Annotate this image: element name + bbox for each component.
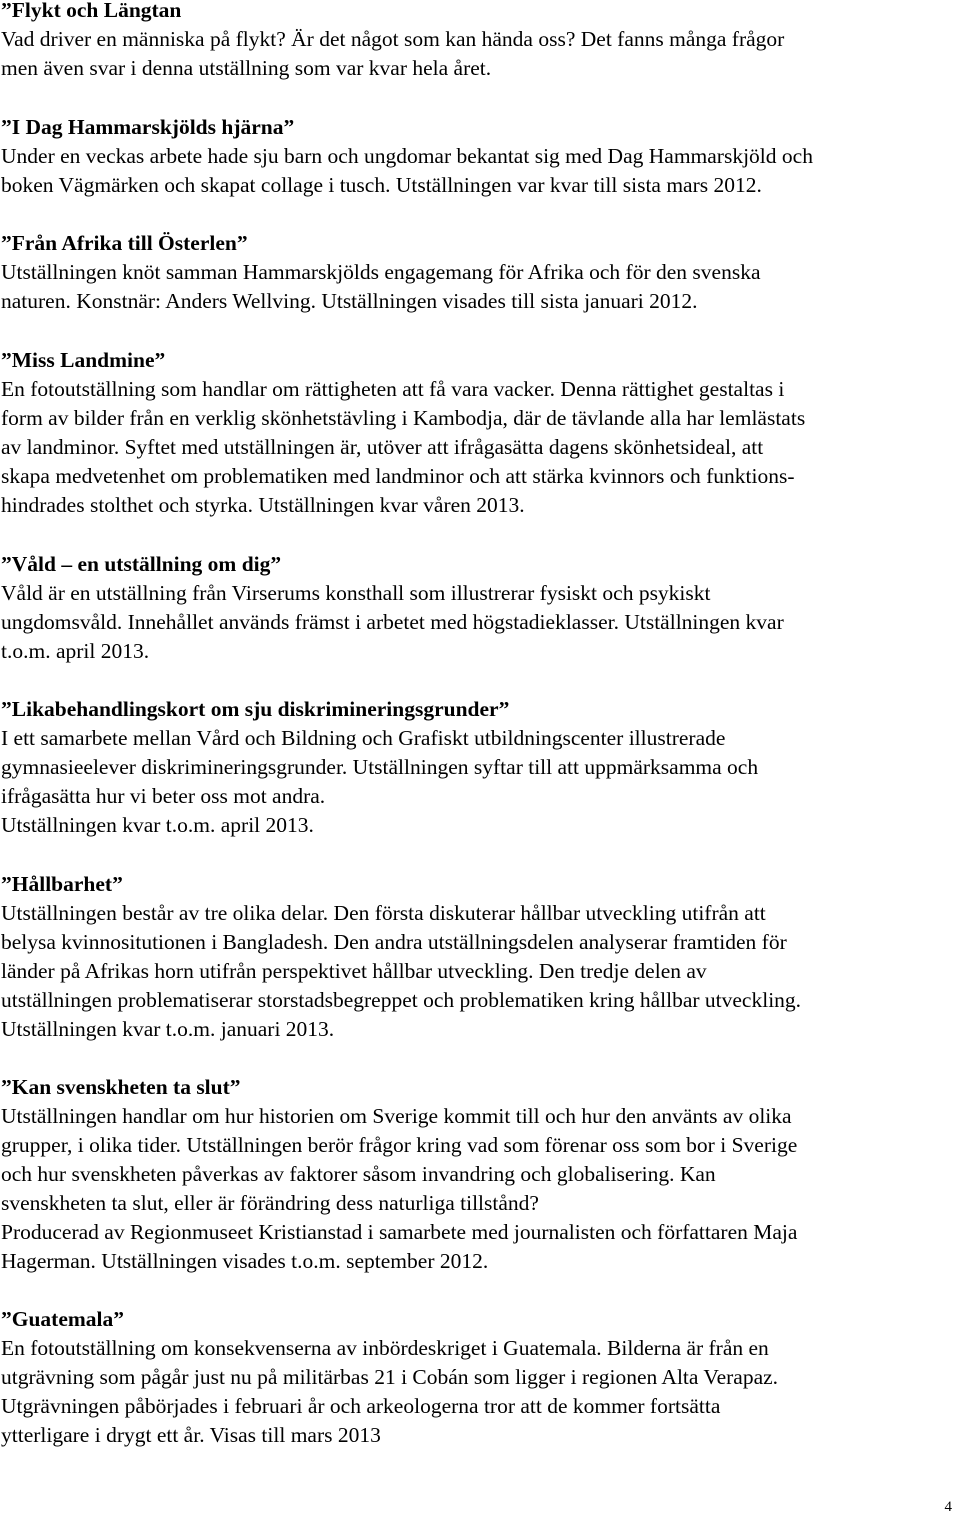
body-line: Under en veckas arbete hade sju barn och ungdomar bekantat sig med Dag Hammarskjöld och	[1, 144, 813, 168]
section-heading: ”Guatemala”	[1, 1307, 125, 1331]
body-line: t.o.m. april 2013.	[1, 639, 150, 663]
section-body	[1, 25, 956, 83]
body-line: utställningen problematiserar storstadsbegreppet och problematiken kring hållbar utveckling.	[1, 988, 802, 1012]
section-heading: ”I Dag Hammarskjölds hjärna”	[1, 115, 295, 139]
body-line: belysa kvinnositutionen i Bangladesh. Den andra utställningsdelen analyserar framtiden för	[1, 930, 787, 954]
body-line: boken Vägmärken och skapat collage i tusch. Utställningen var kvar till sista mars 2012.	[1, 173, 762, 197]
section-guatemala	[1, 1305, 956, 1450]
section-heading: ”Hållbarhet”	[1, 872, 123, 896]
section-heading: ”Flykt och Längtan	[1, 0, 182, 22]
body-line: Vad driver en människa på flykt? Är det något som kan hända oss? Det fanns många frågor	[1, 27, 785, 51]
section-body	[1, 899, 956, 1044]
section-flykt-och-langtan	[1, 0, 956, 83]
section-fran-afrika-till-osterlen	[1, 229, 956, 316]
section-heading: ”Våld – en utställning om dig”	[1, 552, 282, 576]
body-line: ungdomsvåld. Innehållet används främst i arbetet med högstadieklasser. Utställningen kvar	[1, 610, 784, 634]
body-line: svenskheten ta slut, eller är förändring dess naturliga tillstånd?	[1, 1191, 539, 1215]
body-line: av landminor. Syftet med utställningen är, utöver att ifrågasätta dagens skönhetsideal, att	[1, 435, 764, 459]
section-kan-svenskheten-ta-slut	[1, 1073, 956, 1276]
section-i-dag-hammarskjolds-hjarna	[1, 113, 956, 200]
section-heading: ”Från Afrika till Österlen”	[1, 231, 248, 255]
body-line: ytterligare i drygt ett år. Visas till mars 2013	[1, 1423, 381, 1447]
section-body	[1, 724, 956, 840]
section-hallbarhet	[1, 870, 956, 1044]
section-body	[1, 142, 956, 200]
body-line: Utställningen kvar t.o.m. januari 2013.	[1, 1017, 335, 1041]
page-number: 4	[944, 1499, 952, 1515]
body-line: Utställningen knöt samman Hammarskjölds engagemang för Afrika och för den svenska	[1, 260, 761, 284]
body-line: ifrågasätta hur vi beter oss mot andra.	[1, 784, 326, 808]
body-line: En fotoutställning som handlar om rättigheten att få vara vacker. Denna rättighet gestaltas i	[1, 377, 785, 401]
body-line: Utställningen kvar t.o.m. april 2013.	[1, 813, 314, 837]
body-line: grupper, i olika tider. Utställningen berör frågor kring vad som förenar oss som bor i Sverige	[1, 1133, 798, 1157]
body-line: Utställningen handlar om hur historien om Sverige kommit till och hur den använts av olika	[1, 1104, 792, 1128]
section-body	[1, 258, 956, 316]
section-body	[1, 1102, 956, 1276]
body-line: En fotoutställning om konsekvenserna av inbördeskriget i Guatemala. Bilderna är från en	[1, 1336, 769, 1360]
body-line: skapa medvetenhet om problematiken med landminor och att stärka kvinnors och funktions-	[1, 464, 795, 488]
section-heading: ”Kan svenskheten ta slut”	[1, 1075, 241, 1099]
body-line: gymnasieelever diskrimineringsgrunder. Utställningen syftar till att uppmärksamma och	[1, 755, 759, 779]
body-line: och hur svenskheten påverkas av faktorer såsom invandring och globalisering. Kan	[1, 1162, 716, 1186]
body-line: I ett samarbete mellan Vård och Bildning och Grafiskt utbildningscenter illustrerade	[1, 726, 726, 750]
body-line: länder på Afrikas horn utifrån perspektivet hållbar utveckling. Den tredje delen av	[1, 959, 707, 983]
section-heading: ”Likabehandlingskort om sju diskrimineringsgrunder”	[1, 697, 510, 721]
body-line: hindrades stolthet och styrka. Utställningen kvar våren 2013.	[1, 493, 525, 517]
body-line: naturen. Konstnär: Anders Wellving. Utställningen visades till sista januari 2012.	[1, 289, 698, 313]
body-line: Producerad av Regionmuseet Kristianstad i samarbete med journalisten och författaren Maja	[1, 1220, 798, 1244]
section-body	[1, 579, 956, 666]
section-likabehandlingskort	[1, 695, 956, 840]
body-line: Hagerman. Utställningen visades t.o.m. september 2012.	[1, 1249, 489, 1273]
section-vald	[1, 550, 956, 666]
body-line: form av bilder från en verklig skönhetstävling i Kambodja, där de tävlande alla har lemlästats	[1, 406, 806, 430]
body-line: Utgrävningen påbörjades i februari år och arkeologerna tror att de kommer fortsätta	[1, 1394, 721, 1418]
section-miss-landmine	[1, 346, 956, 520]
body-line: Utställningen består av tre olika delar. Den första diskuterar hållbar utveckling utifrån att	[1, 901, 766, 925]
body-line: Våld är en utställning från Virserums konsthall som illustrerar fysiskt och psykiskt	[1, 581, 711, 605]
section-body	[1, 1334, 956, 1450]
body-line: men även svar i denna utställning som var kvar hela året.	[1, 56, 492, 80]
section-heading: ”Miss Landmine”	[1, 348, 166, 372]
body-line: utgrävning som pågår just nu på militärbas 21 i Cobán som ligger i regionen Alta Verapaz.	[1, 1365, 779, 1389]
section-body	[1, 375, 956, 520]
